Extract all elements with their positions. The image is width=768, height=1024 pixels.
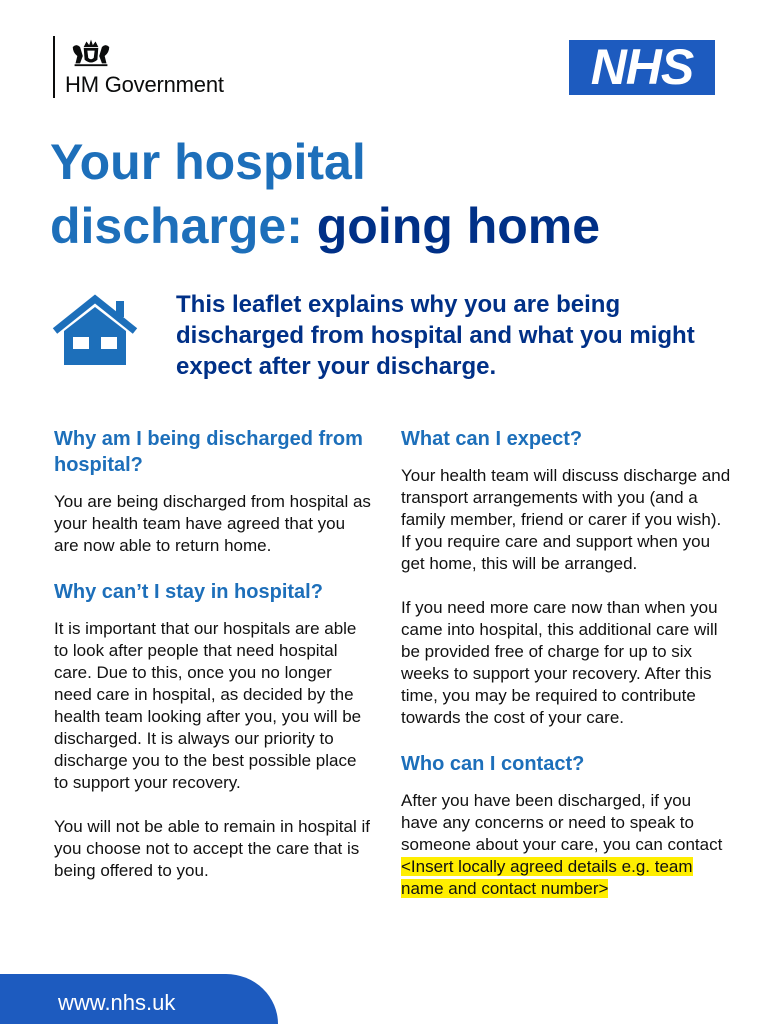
page-title — [50, 130, 600, 258]
section-body-why-cant-stay-1: It is important that our hospitals are able to look after people that need hospital care. Due to this, once you no longer need care in hospital, as decided by the health team looking after you, you will be discharged. It is always our priority to discharge you to the best possible place to support your recovery. — [54, 619, 362, 792]
contact-placeholder-highlight: <Insert locally agreed details e.g. team name and contact number> — [401, 857, 693, 898]
section-body-what-expect-1: Your health team will discuss discharge and transport arrangements with you (and a family member, friend or carer if you wish). If you require care and support when you get home, this will be arranged. — [401, 466, 731, 573]
logo-divider — [53, 36, 55, 98]
government-name: HM Government — [65, 72, 224, 97]
section-body-why-cant-stay-2: You will not be able to remain in hospital if you choose not to accept the care that is being offered to you. — [54, 817, 370, 880]
left-column — [54, 426, 374, 904]
hm-government-logo — [53, 36, 224, 98]
intro-text: This leaflet explains why you are being discharged from hospital and what you might expect after your discharge. — [176, 291, 695, 380]
section-body-why-discharged: You are being discharged from hospital as your health team have agreed that you are now able to return home. — [54, 492, 371, 555]
section-heading-who-contact: Who can I contact? — [401, 753, 585, 775]
footer-url[interactable]: www.nhs.uk — [0, 974, 278, 1024]
royal-coat-of-arms-icon — [65, 36, 117, 67]
section-heading-why-discharged: Why am I being discharged from hospital? — [54, 428, 363, 476]
nhs-logo: NHS — [569, 40, 715, 95]
section-body-what-expect-2: If you need more care now than when you came into hospital, this additional care will be provided free of charge for up to six weeks to support your recovery. After this time, you may be required to contribute towards the cost of your care. — [401, 598, 718, 727]
right-column — [401, 426, 731, 922]
title-emphasis: going home — [316, 198, 601, 254]
contact-text: After you have been discharged, if you have any concerns or need to speak to someone about your care, you can contact — [401, 791, 723, 854]
house-icon — [50, 293, 140, 365]
title-line1: Your hospital — [50, 134, 366, 190]
section-body-who-contact — [401, 790, 731, 900]
section-heading-why-cant-stay: Why can’t I stay in hospital? — [54, 581, 323, 603]
section-heading-what-expect: What can I expect? — [401, 428, 583, 450]
title-line2: discharge: — [50, 198, 303, 254]
